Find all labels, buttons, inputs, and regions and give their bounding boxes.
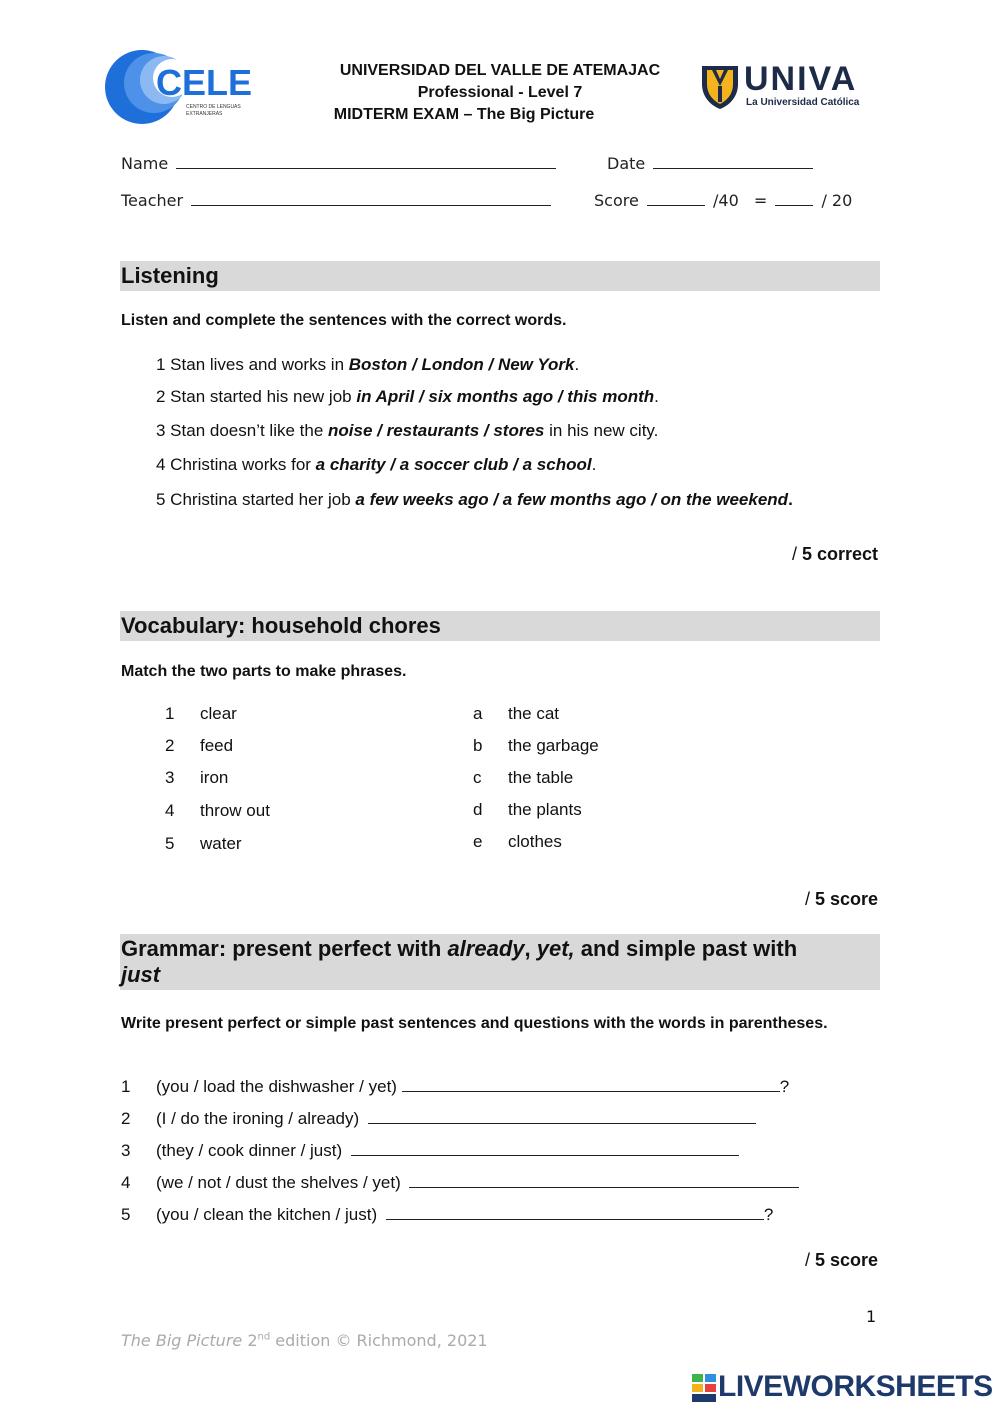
header-block <box>300 60 700 126</box>
grammar-item-5-answer-line[interactable] <box>386 1205 764 1220</box>
grammar-item-4-answer-line[interactable] <box>409 1173 799 1188</box>
footer-book-title: The Big Picture <box>121 1331 243 1350</box>
vocab-left-num: 5 <box>165 834 175 853</box>
score-label: Score <box>594 191 639 210</box>
vocab-left-num: 3 <box>165 768 175 787</box>
listening-item-2-text: 2 Stan started his new job <box>156 387 357 406</box>
vocab-right-text: the garbage <box>508 736 599 755</box>
grammar-item-5 <box>121 1205 773 1225</box>
name-label: Name <box>121 154 169 173</box>
listening-score-text: 5 correct <box>801 544 878 564</box>
grammar-item-4 <box>121 1173 799 1193</box>
score-line[interactable] <box>647 191 705 206</box>
cele-logo-text: CELE <box>156 62 253 103</box>
listening-item-1[interactable] <box>156 355 579 375</box>
vocab-left-text: iron <box>200 768 229 787</box>
vocab-left-item[interactable] <box>165 801 270 834</box>
grammar-item-1-end: ? <box>779 1077 790 1096</box>
listening-item-2[interactable] <box>156 387 659 407</box>
vocab-left-text: clear <box>200 704 237 723</box>
vocab-right-text: the cat <box>508 704 560 723</box>
vocab-right-text: the table <box>508 768 574 787</box>
vocab-right-letter: e <box>473 832 483 851</box>
cele-logo-sub-2: EXTRANJERAS <box>186 111 223 117</box>
exam-title: MIDTERM EXAM – The Big Picture <box>333 106 595 123</box>
vocab-left-item[interactable] <box>165 834 270 866</box>
vocabulary-score-text: 5 score <box>814 889 878 909</box>
listening-title: Listening <box>120 261 880 291</box>
vocabulary-instruction: Match the two parts to make phrases. <box>121 663 407 680</box>
score-out: / 20 <box>821 191 853 210</box>
listening-item-4[interactable] <box>156 455 596 475</box>
grammar-item-1 <box>121 1077 789 1097</box>
vocab-right-letter: d <box>473 800 483 819</box>
date-field[interactable] <box>607 154 816 173</box>
grammar-item-3-prompt: (they / cook dinner / just) <box>156 1141 343 1160</box>
vocab-left-num: 2 <box>165 736 175 755</box>
listening-item-4-text: 4 Christina works for <box>156 455 316 474</box>
grammar-item-4-prompt: (we / not / dust the shelves / yet) <box>156 1173 401 1192</box>
grammar-item-2 <box>121 1109 756 1129</box>
vocabulary-right-list <box>473 704 599 864</box>
grammar-item-3 <box>121 1141 739 1161</box>
vocab-right-item[interactable] <box>473 736 599 768</box>
listening-item-2-options[interactable]: in April / six months ago / this month <box>356 387 655 406</box>
score-converted-line[interactable] <box>775 191 813 206</box>
grammar-item-1-prompt: (you / load the dishwasher / yet) <box>156 1077 397 1096</box>
vocab-right-letter: b <box>473 736 483 755</box>
name-field[interactable] <box>121 154 559 173</box>
vocab-left-text: feed <box>200 736 234 755</box>
liveworksheets-text: LIVEWORKSHEETS <box>718 1370 993 1403</box>
teacher-line[interactable] <box>191 191 551 206</box>
grammar-item-3-num: 3 <box>121 1141 131 1160</box>
vocabulary-left-list <box>165 704 270 866</box>
grammar-score-slash: / <box>804 1250 815 1270</box>
vocab-left-item[interactable] <box>165 704 270 736</box>
liveworksheets-logo-icon <box>692 1374 716 1402</box>
listening-item-4-options[interactable]: a charity / a soccer club / a school <box>315 455 592 474</box>
grammar-item-1-answer-line[interactable] <box>402 1077 780 1092</box>
vocab-right-text: clothes <box>508 832 562 851</box>
university-name: UNIVERSIDAD DEL VALLE DE ATEMAJAC <box>339 62 661 79</box>
date-line[interactable] <box>653 154 813 169</box>
univa-logo-sub: La Universidad Católica <box>746 97 860 108</box>
score-equals: = <box>753 191 768 210</box>
listening-instruction: Listen and complete the sentences with the correct words. <box>121 312 567 329</box>
vocab-right-item[interactable] <box>473 800 599 832</box>
page-number: 1 <box>866 1307 877 1326</box>
grammar-item-3-answer-line[interactable] <box>351 1141 739 1156</box>
vocabulary-score <box>805 889 878 910</box>
grammar-title-comma: , <box>524 936 537 961</box>
teacher-field[interactable] <box>121 191 554 210</box>
vocab-left-text: throw out <box>200 801 270 820</box>
grammar-item-5-num: 5 <box>121 1205 131 1224</box>
vocab-right-text: the plants <box>508 800 582 819</box>
score-of: /40 <box>713 191 739 210</box>
listening-item-1-text: 1 Stan lives and works in <box>156 355 349 374</box>
score-field[interactable] <box>594 191 852 210</box>
grammar-title-just: just <box>121 962 161 987</box>
vocab-right-item[interactable] <box>473 832 599 864</box>
cele-logo-sub-1: CENTRO DE LENGUAS <box>186 104 241 110</box>
grammar-item-1-num: 1 <box>121 1077 131 1096</box>
grammar-item-4-num: 4 <box>121 1173 131 1192</box>
grammar-item-2-answer-line[interactable] <box>368 1109 756 1124</box>
vocabulary-score-slash: / <box>804 889 815 909</box>
grammar-instruction: Write present perfect or simple past sentences and questions with the words in parentheses. <box>121 1015 828 1032</box>
listening-score <box>792 544 878 565</box>
grammar-item-5-prompt: (you / clean the kitchen / just) <box>156 1205 378 1224</box>
vocab-right-item[interactable] <box>473 704 599 736</box>
listening-item-5-end: . <box>788 490 793 509</box>
grammar-score-text: 5 score <box>814 1250 878 1270</box>
vocab-left-text: water <box>200 834 242 853</box>
listening-item-5-options[interactable]: a few weeks ago / a few months ago / on the weekend <box>355 490 789 509</box>
univa-logo <box>700 62 880 112</box>
grammar-item-2-prompt: (I / do the ironing / already) <box>156 1109 360 1128</box>
grammar-title <box>120 934 880 990</box>
vocab-left-item[interactable] <box>165 736 270 768</box>
listening-item-5-text: 5 Christina started her job <box>156 490 356 509</box>
grammar-score <box>805 1250 878 1271</box>
vocabulary-title: Vocabulary: household chores <box>120 611 880 641</box>
grammar-item-2-num: 2 <box>121 1109 131 1128</box>
vocab-right-item[interactable] <box>473 768 599 800</box>
listening-score-slash: / <box>791 544 802 564</box>
vocab-right-letter: a <box>473 704 483 723</box>
vocab-left-item[interactable] <box>165 768 270 801</box>
univa-logo-text: UNIVA <box>744 60 858 98</box>
listening-item-1-options[interactable]: Boston / London / New York <box>348 355 575 374</box>
listening-item-3-options[interactable]: noise / restaurants / stores <box>328 421 545 440</box>
footer-edition-rest: edition © Richmond, 2021 <box>270 1331 488 1350</box>
listening-item-3-end: in his new city. <box>544 421 659 440</box>
grammar-title-already: already <box>447 936 525 961</box>
date-label: Date <box>607 154 646 173</box>
vocab-left-num: 1 <box>165 704 175 723</box>
grammar-title-part-2: and simple past with <box>574 936 798 961</box>
grammar-item-5-end: ? <box>763 1205 774 1224</box>
teacher-label: Teacher <box>121 191 184 210</box>
listening-item-3[interactable] <box>156 421 658 441</box>
level-title: Professional - Level 7 <box>417 84 583 101</box>
name-line[interactable] <box>176 154 556 169</box>
vocab-right-letter: c <box>473 768 482 787</box>
listening-item-2-end: . <box>654 387 659 406</box>
footer-edition-sup: nd <box>257 1331 271 1343</box>
footer-edition-num: 2 <box>242 1331 258 1350</box>
grammar-title-part-1: Grammar: present perfect with <box>121 936 448 961</box>
listening-item-4-end: . <box>591 455 597 474</box>
listening-item-1-end: . <box>574 355 580 374</box>
copyright-footer <box>121 1331 488 1350</box>
listening-item-3-text: 3 Stan doesn’t like the <box>156 421 329 440</box>
vocab-left-num: 4 <box>165 801 175 820</box>
univa-shield-icon <box>700 64 740 110</box>
grammar-title-yet: yet, <box>536 936 575 961</box>
listening-item-5[interactable] <box>156 490 793 510</box>
